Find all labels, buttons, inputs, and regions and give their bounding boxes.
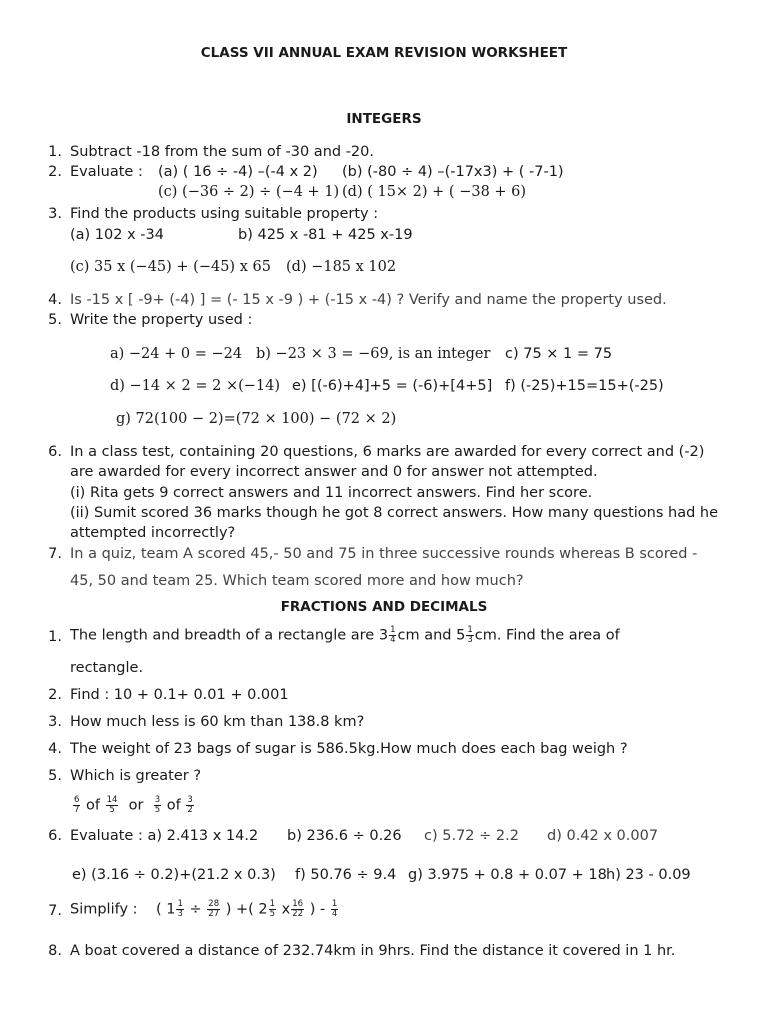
integers-q2-lead: Evaluate :	[70, 164, 143, 180]
question-number: 3.	[48, 714, 62, 730]
fraction-denominator: 27	[208, 909, 220, 919]
integers-q5-b: b) −23 × 3 = −69, is an integer	[256, 346, 491, 362]
integers-q2-c: (c) (−36 ÷ 2) ÷ (−4 + 1)	[158, 184, 340, 200]
section-heading-integers: INTEGERS	[346, 111, 422, 127]
integers-q3-c: (c) 35 x (−45) + (−45) x 65	[70, 259, 271, 275]
integers-q2-d: (d) ( 15× 2) + ( −38 + 6)	[342, 184, 527, 200]
integers-q7-line2: 45, 50 and team 25. Which team scored more and how much?	[70, 573, 524, 589]
fraction-denominator: 7	[74, 805, 80, 815]
fraction-denominator: 5	[269, 909, 276, 919]
fractions-q6-f: f) 50.76 ÷ 9.4	[295, 867, 397, 883]
section-heading-fractions: FRACTIONS AND DECIMALS	[280, 599, 488, 615]
integers-q5-a: a) −24 + 0 = −24	[110, 346, 243, 362]
fractions-q7	[70, 900, 339, 919]
fraction-numerator: 3	[154, 795, 161, 805]
fraction-numerator: 1	[390, 625, 396, 635]
q1-text-part: cm. Find the area of	[474, 627, 620, 644]
integers-q2-a: (a) ( 16 ÷ -4) –(-4 x 2)	[158, 164, 318, 180]
word-of: of	[86, 797, 101, 814]
fraction-numerator: 1	[467, 625, 473, 635]
fractions-q2: Find : 10 + 0.1+ 0.01 + 0.001	[70, 687, 289, 703]
question-number: 7.	[48, 903, 62, 919]
integers-q5-g: g) 72(100 − 2)=(72 × 100) − (72 × 2)	[116, 411, 397, 427]
integers-q3-lead: Find the products using suitable property :	[70, 206, 379, 222]
fractions-q6-c: c) 5.72 ÷ 2.2	[424, 828, 519, 844]
question-number: 1.	[48, 144, 62, 160]
question-number: 5.	[48, 768, 62, 784]
fraction	[186, 796, 193, 815]
integers-q1: Subtract -18 from the sum of -30 and -20.	[70, 144, 374, 160]
integers-q2-b: (b) (-80 ÷ 4) –(-17x3) + ( -7-1)	[342, 164, 564, 180]
fractions-q1-cont: rectangle.	[70, 660, 144, 676]
fraction	[466, 626, 473, 645]
integers-q6-line1: In a class test, containing 20 questions, 6 marks are awarded for every correct and (-2)	[70, 444, 705, 460]
fraction-denominator: 5	[109, 805, 115, 815]
integers-q5-c: c) 75 × 1 = 75	[505, 346, 613, 362]
divide-sign: ÷	[189, 901, 202, 918]
fraction	[389, 626, 396, 645]
integers-q6-part-ii-cont: attempted incorrectly?	[70, 525, 236, 541]
fractions-q5-expr	[72, 796, 195, 815]
question-number: 6.	[48, 444, 62, 460]
fractions-q6-b: b) 236.6 ÷ 0.26	[287, 828, 402, 844]
fractions-q6-g: g) 3.975 + 0.8 + 0.07 + 18	[408, 867, 607, 883]
fractions-q4: The weight of 23 bags of sugar is 586.5kg.How much does each bag weigh ?	[70, 741, 628, 757]
simplify-label: Simplify :	[70, 901, 138, 918]
expr-part: ( 1	[155, 901, 176, 918]
fractions-q3: How much less is 60 km than 138.8 km?	[70, 714, 365, 730]
fractions-q6-h: h) 23 - 0.09	[606, 867, 691, 883]
fraction-numerator: 1	[269, 899, 276, 909]
question-number: 1.	[48, 629, 62, 645]
fraction-numerator: 6	[74, 795, 80, 805]
fraction-denominator: 22	[292, 909, 304, 919]
fraction-numerator: 1	[331, 899, 338, 909]
fractions-q6-d: d) 0.42 x 0.007	[547, 828, 659, 844]
fractions-q8: A boat covered a distance of 232.74km in 9hrs. Find the distance it covered in 1 hr.	[70, 943, 676, 959]
fraction-denominator: 4	[390, 635, 396, 645]
fraction-denominator: 4	[331, 909, 338, 919]
question-number: 8.	[48, 943, 62, 959]
fraction-denominator: 3	[177, 909, 183, 919]
integers-q3-b: b) 425 x -81 + 425 x-19	[238, 227, 413, 243]
question-number: 2.	[48, 687, 62, 703]
integers-q5-d: d) −14 × 2 = 2 ×(−14)	[110, 378, 281, 394]
integers-q6-line2: are awarded for every incorrect answer and 0 for answer not attempted.	[70, 464, 598, 480]
integers-q3-d: (d) −185 x 102	[286, 259, 397, 275]
fraction	[331, 900, 338, 919]
question-number: 6.	[48, 828, 62, 844]
worksheet-title: CLASS VII ANNUAL EXAM REVISION WORKSHEET	[200, 45, 568, 61]
fraction-denominator: 2	[187, 805, 193, 815]
fraction-numerator: 1	[177, 899, 183, 909]
q1-text-part: cm and 5	[397, 627, 466, 644]
expr-part: ) +( 2	[225, 901, 268, 918]
q1-text-part: The length and breadth of a rectangle are 3	[70, 627, 389, 644]
question-number: 3.	[48, 206, 62, 222]
question-number: 5.	[48, 312, 62, 328]
fraction-denominator: 3	[467, 635, 473, 645]
fractions-q6-e: e) (3.16 ÷ 0.2)+(21.2 x 0.3)	[72, 867, 276, 883]
word-of: of	[166, 797, 181, 814]
fraction-numerator: 28	[208, 899, 220, 909]
fractions-q5-lead: Which is greater ?	[70, 768, 202, 784]
fraction	[73, 796, 80, 815]
integers-q7-line1: In a quiz, team A scored 45,- 50 and 75 in three successive rounds whereas B scored -	[70, 546, 698, 562]
expr-part: ) -	[309, 901, 326, 918]
fraction	[154, 796, 161, 815]
fraction	[176, 900, 183, 919]
fraction	[207, 900, 220, 919]
integers-q5-e: e) [(-6)+4]+5 = (-6)+[4+5]	[292, 378, 493, 394]
fraction-denominator: 5	[154, 805, 161, 815]
fraction-numerator: 14	[106, 795, 118, 805]
fraction	[291, 900, 304, 919]
question-number: 4.	[48, 292, 62, 308]
fraction-numerator: 3	[187, 795, 193, 805]
question-number: 4.	[48, 741, 62, 757]
fractions-q1	[70, 626, 620, 645]
fraction	[269, 900, 276, 919]
fraction-numerator: 16	[292, 899, 304, 909]
integers-q4: Is -15 x [ -9+ (-4) ] = (- 15 x -9 ) + (-15 x -4) ? Verify and name the property used.	[70, 292, 667, 308]
integers-q3-a: (a) 102 x -34	[70, 227, 164, 243]
fraction	[106, 796, 119, 815]
integers-q6-part-ii: (ii) Sumit scored 36 marks though he got 8 correct answers. How many questions had he	[70, 505, 719, 521]
word-or: or	[128, 797, 144, 814]
integers-q5-lead: Write the property used :	[70, 312, 253, 328]
integers-q6-part-i: (i) Rita gets 9 correct answers and 11 incorrect answers. Find her score.	[70, 485, 593, 501]
question-number: 2.	[48, 164, 62, 180]
fractions-q6-lead: Evaluate : a) 2.413 x 14.2	[70, 828, 259, 844]
times-sign: x	[281, 901, 291, 918]
question-number: 7.	[48, 546, 62, 562]
integers-q5-f: f) (-25)+15=15+(-25)	[505, 378, 664, 394]
